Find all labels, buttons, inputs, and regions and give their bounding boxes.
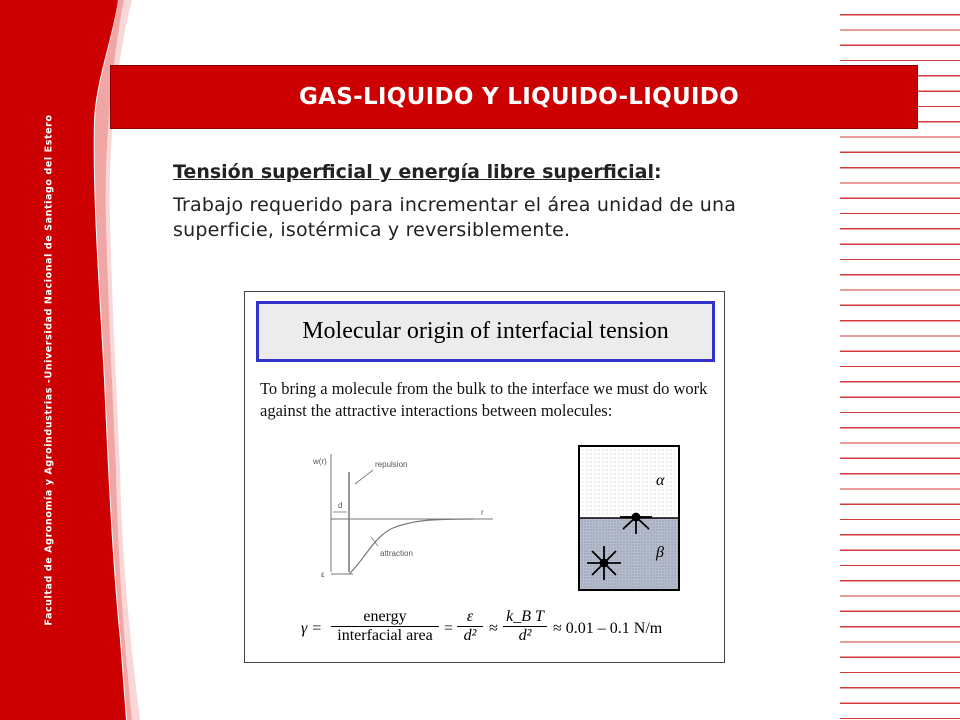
fraction-kbt-num: k_B T <box>506 608 544 625</box>
bulk-molecule <box>587 546 621 580</box>
formula-result: ≈ 0.01 – 0.1 N/m <box>553 620 663 637</box>
figure-heading: Molecular origin of interfacial tension <box>302 318 669 344</box>
fraction-epsilon-den: d² <box>457 626 483 645</box>
beta-label: β <box>656 544 664 561</box>
graph-y-label: w(r) <box>313 457 327 466</box>
graph-attraction-label: attraction <box>380 549 413 558</box>
page-title: GAS-LIQUIDO Y LIQUIDO-LIQUIDO <box>298 84 740 110</box>
figure-heading-box <box>256 301 715 362</box>
formula-equals: = <box>444 620 454 637</box>
potential-graph <box>293 442 503 582</box>
fraction-energy-num: energy <box>363 608 407 625</box>
graph-repulsion-label: repulsion <box>375 460 408 469</box>
interfacial-tension-formula <box>301 606 701 656</box>
formula-approx: ≈ <box>489 620 498 637</box>
fraction-kbt-d2 <box>503 608 547 645</box>
phase-diagram <box>578 445 680 591</box>
definition-text: Trabajo requerido para incrementar el área unidad de una superficie, isotérmica y reversiblemente. <box>173 194 737 241</box>
fraction-kbt-den: d² <box>503 626 547 645</box>
fraction-epsilon-num: ε <box>466 608 474 625</box>
graph-x-label: r <box>481 508 484 517</box>
subtitle-colon: : <box>653 161 662 183</box>
subtitle-main: Tensión superficial y energía libre superficial <box>173 161 654 183</box>
figure-frame <box>244 291 725 663</box>
attraction-pointer <box>371 537 378 546</box>
graph-epsilon-label: ε <box>321 570 325 579</box>
section-subtitle <box>173 161 662 183</box>
institution-vertical-text: Facultad de Agronomía y Agroindustrias -Universidad Nacional de Santiago del Estero <box>43 114 55 626</box>
fraction-energy-area <box>331 608 439 645</box>
fraction-epsilon-d2 <box>457 608 483 645</box>
figure-description: To bring a molecule from the bulk to the interface we must do work against the attractive interactions between molecules: <box>260 379 708 420</box>
fraction-energy-den: interfacial area <box>331 626 439 645</box>
attraction-curve <box>349 519 473 574</box>
repulsion-pointer <box>355 470 373 484</box>
graph-d-label: d <box>338 501 343 510</box>
alpha-label: α <box>656 472 665 489</box>
title-bar <box>110 65 918 129</box>
formula-gamma: γ = <box>301 620 323 637</box>
